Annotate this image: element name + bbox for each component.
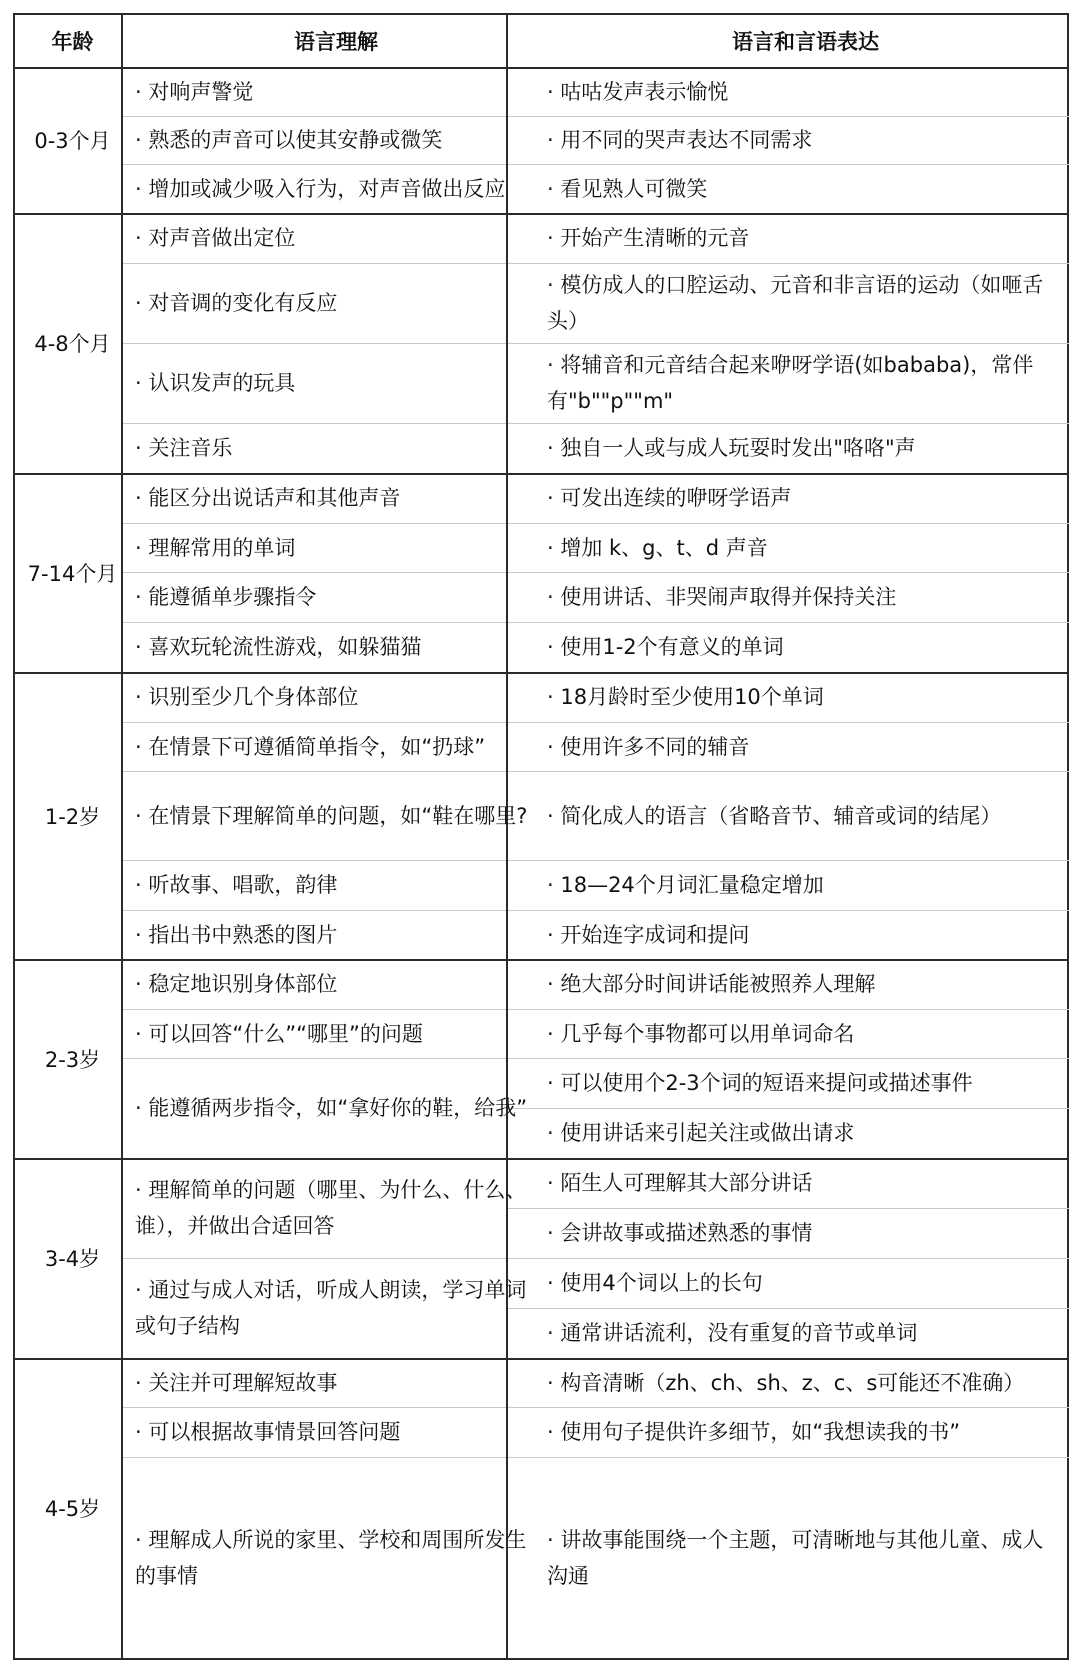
expression-item: · 会讲故事或描述熟悉的事情 <box>547 1221 813 1245</box>
comprehension-item: · 喜欢玩轮流性游戏，如躲猫猫 <box>135 635 422 659</box>
comprehension-item: · 理解常用的单词 <box>135 535 296 560</box>
expression-item: · 使用1-2个有意义的单词 <box>547 635 784 659</box>
comprehension-item: · 能区分出说话声和其他声音 <box>135 486 401 510</box>
expression-item: · 18月龄时至少使用10个单词 <box>547 685 824 709</box>
expression-item: · 使用许多不同的辅音 <box>547 734 750 759</box>
expression-item: · 模仿成人的口腔运动、元音和非言语的运动（如咂舌头） <box>547 273 1044 333</box>
comprehension-item: · 听故事、唱歌，韵律 <box>135 873 338 897</box>
expression-item: · 独自一人或与成人玩耍时发出"咯咯"声 <box>547 436 916 460</box>
expression-item: · 绝大部分时间讲话能被照养人理解 <box>547 972 876 996</box>
expression-item: · 讲故事能围绕一个主题，可清晰地与其他儿童、成人沟通 <box>547 1527 1044 1588</box>
comprehension-item: · 在情景下可遵循简单指令，如“扔球” <box>135 734 486 759</box>
comprehension-item: · 通过与成人对话，听成人朗读，学习单词或句子结构 <box>135 1278 527 1338</box>
expression-item: · 使用讲话、非哭闹声取得并保持关注 <box>547 585 897 609</box>
comprehension-item: · 在情景下理解简单的问题，如“鞋在哪里? <box>135 803 528 828</box>
expression-item: · 开始产生清晰的元音 <box>547 226 750 250</box>
comprehension-item: · 增加或减少吸入行为，对声音做出反应 <box>135 176 506 201</box>
comprehension-item: · 能遵循单步骤指令 <box>135 585 317 609</box>
comprehension-item: · 可以回答“什么”“哪里”的问题 <box>135 1021 423 1046</box>
age-label: 4-5岁 <box>44 1497 101 1521</box>
age-label: 7-14个月 <box>27 561 118 586</box>
age-label: 0-3个月 <box>34 129 111 153</box>
header-age: 年龄 <box>51 30 94 54</box>
expression-item: · 增加 k、g、t、d 声音 <box>547 535 768 560</box>
comprehension-item: · 理解成人所说的家里、学校和周围所发生的事情 <box>135 1527 527 1588</box>
expression-item: · 咕咕发声表示愉悦 <box>547 79 729 104</box>
comprehension-item: · 指出书中熟悉的图片 <box>135 922 338 947</box>
expression-item: · 使用4个词以上的长句 <box>547 1271 763 1295</box>
expression-item: · 构音清晰（zh、ch、sh、z、c、s可能还不准确） <box>547 1370 1025 1395</box>
age-label: 4-8个月 <box>34 332 111 356</box>
comprehension-item: · 对响声警觉 <box>135 79 254 104</box>
expression-item: · 看见熟人可微笑 <box>547 176 708 201</box>
age-label: 3-4岁 <box>44 1247 101 1271</box>
expression-item: · 用不同的哭声表达不同需求 <box>547 128 813 152</box>
expression-item: · 开始连字成词和提问 <box>547 922 750 947</box>
age-label: 1-2岁 <box>44 804 101 829</box>
expression-item: · 18—24个月词汇量稳定增加 <box>547 873 824 897</box>
expression-item: · 陌生人可理解其大部分讲话 <box>547 1171 813 1195</box>
expression-item: · 可以使用个2-3个词的短语来提问或描述事件 <box>547 1071 973 1095</box>
comprehension-item: · 关注音乐 <box>135 436 233 460</box>
comprehension-item: · 稳定地识别身体部位 <box>135 972 338 996</box>
expression-item: · 使用句子提供许多细节，如“我想读我的书” <box>547 1420 961 1444</box>
comprehension-item: · 熟悉的声音可以使其安静或微笑 <box>135 128 443 152</box>
header-expression: 语言和言语表达 <box>732 30 879 54</box>
comprehension-item: · 认识发声的玩具 <box>135 371 296 395</box>
comprehension-item: · 关注并可理解短故事 <box>135 1370 338 1395</box>
comprehension-item: · 可以根据故事情景回答问题 <box>135 1420 401 1444</box>
development-table <box>13 13 1069 1660</box>
expression-item: · 可发出连续的咿呀学语声 <box>547 486 792 510</box>
comprehension-item: · 识别至少几个身体部位 <box>135 685 359 709</box>
comprehension-item: · 对音调的变化有反应 <box>135 291 338 315</box>
comprehension-item: · 能遵循两步指令，如“拿好你的鞋，给我” <box>135 1096 528 1120</box>
comprehension-item: · 对声音做出定位 <box>135 226 296 250</box>
expression-item: · 几乎每个事物都可以用单词命名 <box>547 1021 855 1046</box>
header-comprehension: 语言理解 <box>294 30 378 54</box>
expression-item: · 通常讲话流利，没有重复的音节或单词 <box>547 1321 918 1345</box>
comprehension-item: · 理解简单的问题（哪里、为什么、什么、谁），并做出合适回答 <box>135 1178 527 1238</box>
age-label: 2-3岁 <box>44 1047 101 1072</box>
expression-item: · 使用讲话来引起关注或做出请求 <box>547 1121 855 1145</box>
expression-item: · 简化成人的语言（省略音节、辅音或词的结尾） <box>547 803 1002 828</box>
expression-item: · 将辅音和元音结合起来咿呀学语(如bababa)，常伴有"b""p""m" <box>547 353 1034 413</box>
